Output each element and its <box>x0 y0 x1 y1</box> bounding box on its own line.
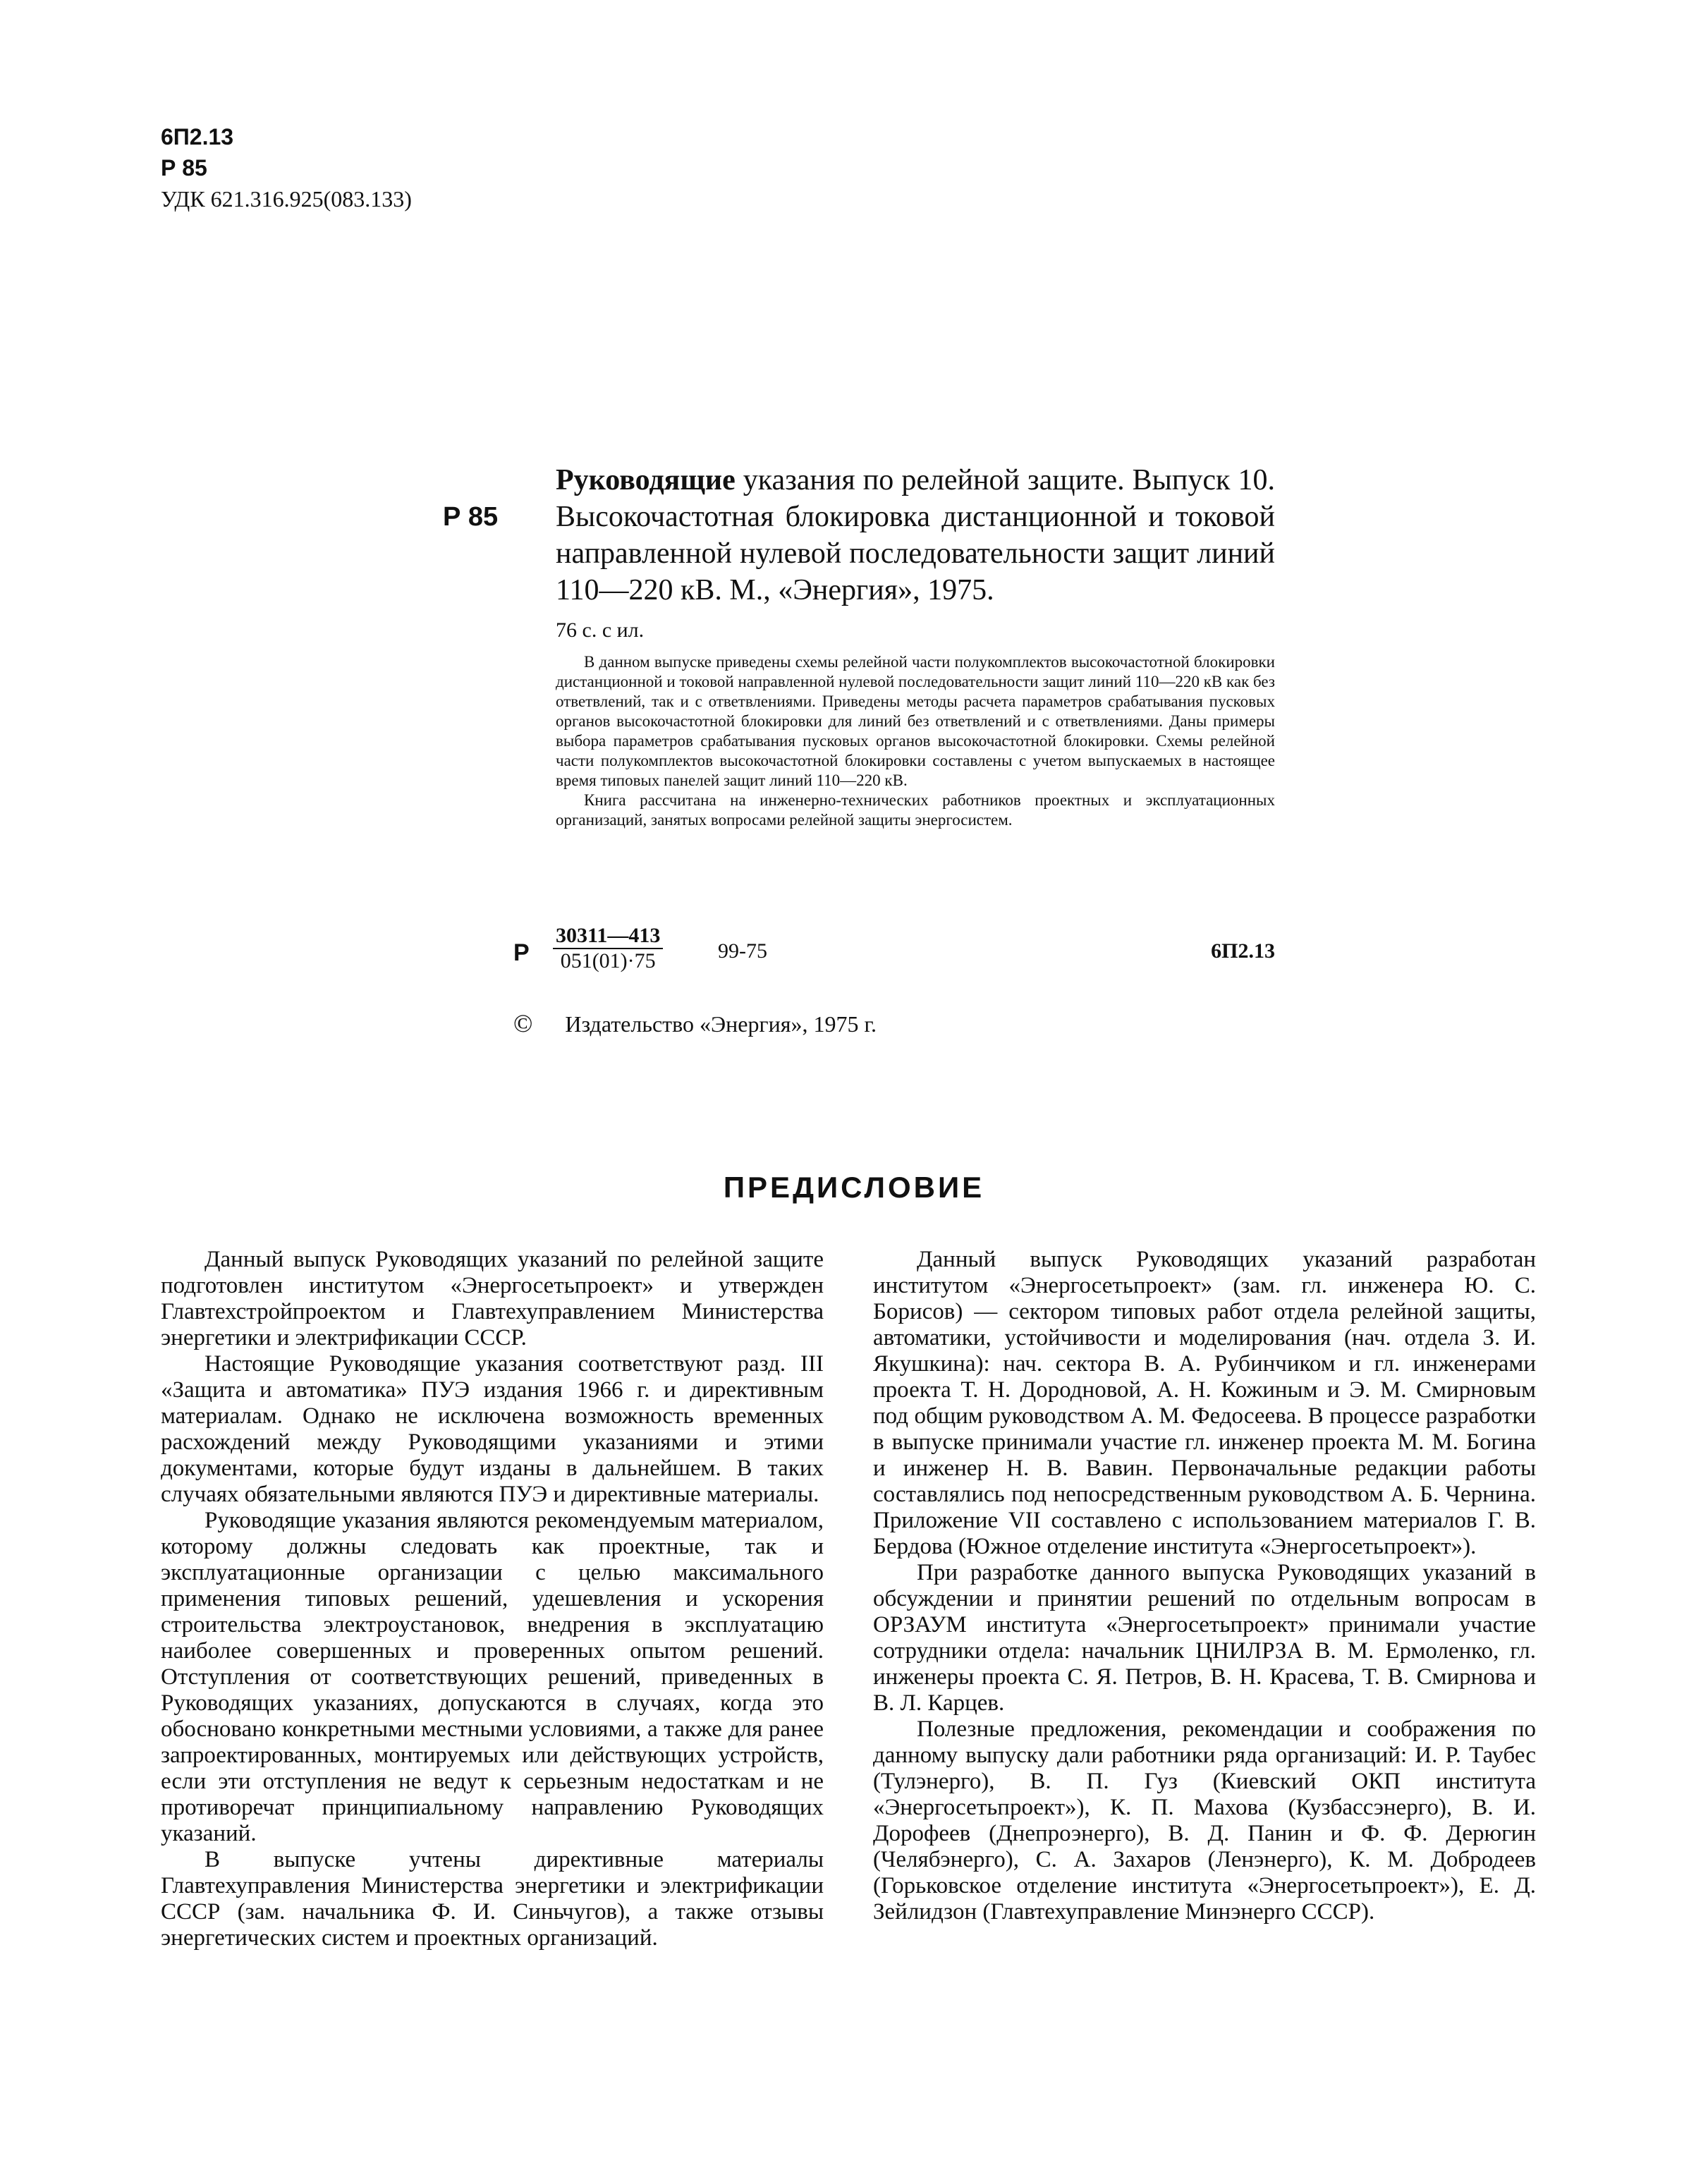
udc-code: УДК 621.316.925(083.133) <box>161 186 412 212</box>
preface-paragraph: Руководящие указания являются рекомендуемым материалом, которому должны следовать как проектные, так и эксплуатационные организации с целью максимального применения типовых решений, удешевления и ускорения строительства электроустановок, внедрения в эксплуатацию наиболее совершенных и проверенных опытом решений. Отступления от соответствующих решений, приведенных в Руководящих указаниях, допускаются в случаях, когда это обосновано конкретными местными условиями, а также для ранее запроектированных, монтируемых или действующих устройств, если эти отступления не ведут к серьезным недостаткам и не противоречат принципиальному направлению Руководящих указаний. <box>161 1508 824 1846</box>
copyright-text: Издательство «Энергия», 1975 г. <box>565 1011 877 1037</box>
index-tail: 99-75 <box>718 939 767 963</box>
index-right-code: 6П2.13 <box>1211 939 1275 963</box>
preface-paragraph: Данный выпуск Руководящих указаний по релейной защите подготовлен институтом «Энергосетьпроект» и утвержден Главтехстройпроектом и Главтехуправлением Министерства энергетики и электрификации СССР. <box>161 1247 824 1350</box>
preface-paragraph: Настоящие Руководящие указания соответствуют разд. III «Защита и автоматика» ПУЭ издания 1966 г. и директивным материалам. Однако не исключена возможность временных расхождений между Руководящими указаниями и этими документами, которые будут изданы в дальнейшем. В таких случаях обязательными являются ПУЭ и директивные материалы. <box>161 1351 824 1507</box>
publication-index <box>513 924 1275 980</box>
card-pages: 76 с. с ил. <box>556 618 645 642</box>
card-title-bold: Руководящие <box>556 464 736 496</box>
index-letter: Р <box>513 939 530 966</box>
preface-paragraph: Данный выпуск Руководящих указаний разработан институтом «Энергосетьпроект» (зам. гл. инженера Ю. С. Борисов) — сектором типовых работ отдела релейной защиты, автоматики, устойчивости и моделирования (нач. отдела З. И. Якушкина): нач. сектора В. А. Рубинчиком и гл. инженерами проекта Т. Н. Дородновой, А. Н. Кожиным и Э. М. Смирновым под общим руководством А. М. Федосеева. В процессе разработки в выпуске принимали участие гл. инженер проекта М. М. Богина и инженер Н. В. Вавин. Первоначальные редакции работы составлялись под непосредственным руководством А. Б. Чернина. Приложение VII составлено с использованием материалов Г. В. Бердова (Южное отделение института «Энергосетьпроект»). <box>873 1247 1536 1559</box>
preface-right-column <box>873 1247 1536 1925</box>
card-title-rest: указания по релейной защите. Выпуск 10. Высокочастотная блокировка дистанционной и токовой направленной нулевой последовательности защит линий 110—220 кВ. М., «Энергия», 1975. <box>556 464 1275 606</box>
index-denominator: 051(01)·75 <box>560 949 656 972</box>
annotation-paragraph: В данном выпуске приведены схемы релейной части полукомплектов высокочастотной блокировки дистанционной и токовой направленной нулевой последовательности защит линий 110—220 кВ как без ответвлений, так и с ответвлениями. Приведены методы расчета параметров срабатывания пусковых органов высокочастотной блокировки для линий без ответвлений и с ответвлениями. Даны примеры выбора параметров срабатывания пусковых органов высокочастотной блокировки. Схемы релейной части полукомплектов высокочастотной блокировки составлены с учетом выпускаемых в настоящее время типовых панелей защит линий 110—220 кВ. <box>556 653 1275 789</box>
bbk-index: 6П2.13 <box>161 124 234 150</box>
card-title <box>443 462 1275 609</box>
copyright-line <box>513 1008 877 1038</box>
classification-block <box>161 121 412 214</box>
bibliographic-card <box>443 462 1275 830</box>
author-mark: Р 85 <box>161 155 207 181</box>
copyright-icon: © <box>513 1009 533 1037</box>
preface-paragraph: При разработке данного выпуска Руководящих указаний в обсуждении и принятии решений по отдельным вопросам в ОРЗАУМ института «Энергосетьпроект» принимали участие сотрудники отдела: начальник ЦНИЛРЗА В. М. Ермоленко, гл. инженеры проекта С. Я. Петров, В. Н. Красева, Т. В. Смирнова и В. Л. Карцев. <box>873 1560 1536 1716</box>
card-code: Р 85 <box>443 502 499 532</box>
preface-paragraph: Полезные предложения, рекомендации и соображения по данному выпуску дали работники ряда организаций: И. Р. Таубес (Тулэнерго), В. П. Гуз (Киевский ОКП института «Энергосетьпроект»), К. П. Махова (Кузбассэнерго), В. И. Дорофеев (Днепроэнерго), В. Д. Панин и Ф. Ф. Дерюгин (Челябэнерго), С. А. Захаров (Ленэнерго), К. М. Добродеев (Горьковское отделение института «Энергосетьпроект»), Е. Д. Зейлидзон (Главтехуправление Минэнерго СССР). <box>873 1716 1536 1925</box>
index-numerator: 30311—413 <box>553 924 663 949</box>
preface-heading: ПРЕДИСЛОВИЕ <box>723 1171 985 1204</box>
preface-paragraph: В выпуске учтены директивные материалы Главтехуправления Министерства энергетики и электрификации СССР (зам. начальника Ф. И. Синьчугов), а также отзывы энергетических систем и проектных организаций. <box>161 1847 824 1951</box>
preface-left-column <box>161 1247 824 1951</box>
annotation-paragraph: Книга рассчитана на инженерно-технических работников проектных и эксплуатационных организаций, занятых вопросами релейной защиты энергосистем. <box>556 791 1275 829</box>
card-annotation <box>556 652 1275 830</box>
index-fraction <box>553 924 663 973</box>
